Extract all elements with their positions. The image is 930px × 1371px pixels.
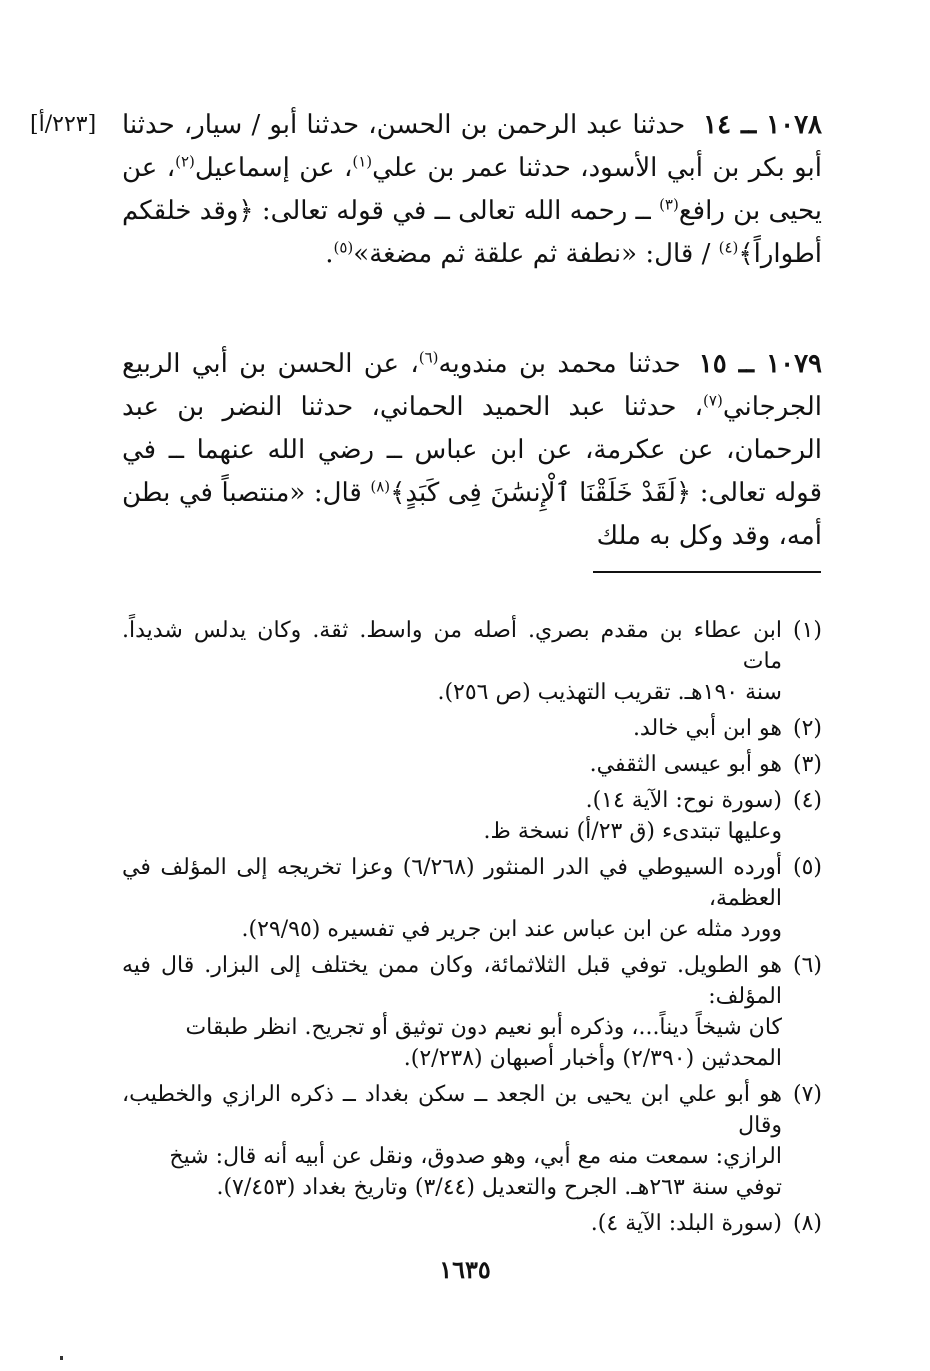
footnote-line: هو أبو عيسى الثقفي.: [589, 752, 782, 777]
hadith-entry-1079: [122, 343, 822, 558]
footnote-line: سنة ١٩٠هـ. تقريب التهذيب (ص ٢٥٦).: [437, 680, 782, 705]
footnote-ref[interactable]: (٣): [659, 195, 679, 214]
footnote-number: (٧): [792, 1082, 822, 1107]
entry-text: ــ رحمه الله تعالى ــ في قوله تعالى: ﴿وقد خلقكم أطواراً﴾: [122, 196, 822, 269]
footnote-text: [122, 785, 782, 847]
footnote-line: وعليها تبتدىء (ق ٢٣/أ) نسخة ظ.: [483, 819, 782, 844]
footnote-line: كان شيخاً ديناً...، وذكره أبو نعيم دون توثيق أو تجريح. انظر طبقات: [185, 1015, 782, 1040]
footnote-number: (٦): [792, 953, 822, 978]
footnote-text: [122, 950, 782, 1074]
footnote-line: ابن عطاء بن مقدم بصري. أصله من واسط. ثقة. وكان يدلس شديداً. مات: [122, 618, 782, 674]
entry-text: قال: «منتصباً في بطن أمه، وقد وكل به ملك: [122, 478, 822, 551]
footnotes: [122, 615, 822, 1244]
footnote-line: المحدثين (٢/٣٩٠) وأخبار أصبهان (٢/٢٣٨).: [403, 1046, 782, 1071]
entry-text: ، عن إسماعيل: [194, 153, 353, 183]
footnote-text: [122, 1079, 782, 1203]
footnote-line: أورده السيوطي في الدر المنثور (٦/٢٦٨) وعزا تخريجه إلى المؤلف في العظمة،: [122, 855, 782, 911]
folio-marker: [٢٢٣/أ]: [30, 112, 97, 137]
footnote: [122, 785, 822, 847]
entry-text: / قال: «نطفة ثم علقة ثم مضغة»: [353, 239, 719, 269]
footnote: [122, 852, 822, 945]
footnote-line: هو أبو علي ابن يحيى بن الجعد ــ سكن بغداد ــ ذكره الرازي والخطيب، وقال: [122, 1082, 782, 1138]
footnote-ref[interactable]: (٨): [370, 477, 391, 496]
footnote-ref[interactable]: (١): [352, 152, 373, 171]
entry-text: حدثنا محمد بن مندويه: [438, 349, 681, 379]
footnote-number: (٣): [792, 752, 822, 777]
footnote-line: (سورة البلد: الآية ٤).: [590, 1211, 782, 1236]
entry-text: .: [325, 239, 334, 269]
footnote: [122, 615, 822, 708]
footnote: [122, 1208, 822, 1239]
footnote-ref[interactable]: (٧): [703, 391, 723, 410]
entry-text: ، حدثنا عبد الحميد الحماني، حدثنا النضر بن عبد الرحمان، عن عكرمة، عن ابن عباس ــ رضي الله عنهما ــ في قوله تعالى: ﴿لَقَدْ خَلَقْنَا ٱلْإِنسَٰنَ فِى كَبَدٍ﴾: [122, 392, 822, 508]
entry-text: ، عن الحسن بن أبي الربيع الجرجاني: [122, 349, 822, 422]
footnote-line: توفي سنة ٢٦٣هـ. الجرح والتعديل (٣/٤٤) وتاريخ بغداد (٧/٤٥٣).: [216, 1175, 782, 1200]
footnote-number: (٥): [792, 855, 822, 880]
footnote: [122, 1079, 822, 1203]
footnote-text: [122, 615, 782, 708]
footnote-text: [122, 1208, 782, 1239]
footnote-ref[interactable]: (٥): [333, 238, 354, 257]
footnote-ref[interactable]: (٢): [175, 152, 195, 171]
footnote-line: هو ابن أبي خالد.: [632, 716, 782, 741]
footnote-line: الرازي: سمعت منه مع أبي، وهو صدوق، ونقل عن أبيه أنه قال: شيخ: [169, 1144, 782, 1169]
hadith-entry-1078: [122, 104, 822, 276]
footnote-separator: [593, 571, 821, 573]
footnote: [122, 950, 822, 1074]
footnote: [122, 713, 822, 744]
footnote-ref[interactable]: (٦): [418, 348, 439, 367]
footnote-text: [122, 713, 782, 744]
entry-text: حدثنا عبد الرحمن بن الحسن، حدثنا أبو / سيار، حدثنا أبو بكر بن أبي الأسود، حدثنا عمر بن علي: [122, 110, 822, 183]
footnote: [122, 749, 822, 780]
footnote-number: (٨): [792, 1211, 822, 1236]
footnote-line: (سورة نوح: الآية ١٤).: [585, 788, 782, 813]
entry-number: ١٠٧٩ ــ ١٥: [698, 349, 822, 379]
entry-text: ، عن يحيى بن رافع: [122, 153, 823, 226]
footnote-line: وورد مثله عن ابن عباس عند ابن جرير في تفسيره (٢٩/٩٥).: [241, 917, 782, 942]
footnote-ref[interactable]: (٤): [718, 238, 739, 257]
footnote-number: (١): [792, 618, 822, 643]
footnote-number: (٢): [792, 716, 822, 741]
footnote-line: هو الطويل. توفي قبل الثلاثمائة، وكان ممن يختلف إلى البزار. قال فيه المؤلف:: [122, 953, 782, 1009]
footnote-text: [122, 749, 782, 780]
scan-speck: [60, 1356, 63, 1360]
entry-number: ١٠٧٨ ــ ١٤: [703, 110, 823, 140]
page-number: ١٦٣٥: [439, 1255, 491, 1284]
footnote-text: [122, 852, 782, 945]
footnote-number: (٤): [792, 788, 822, 813]
